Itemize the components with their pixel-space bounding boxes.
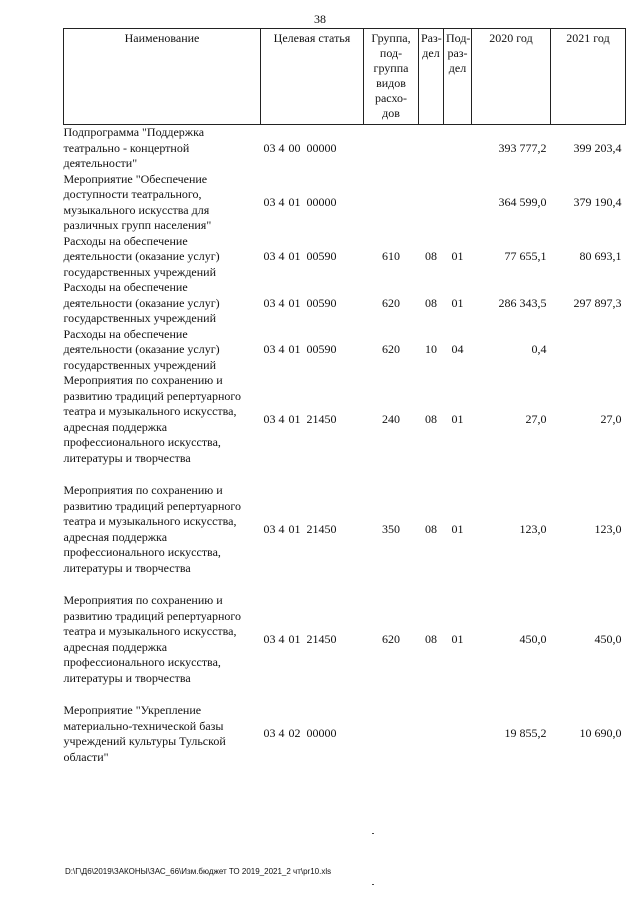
file-path-footer: D:\Г\Д6\2019\ЗАКОНЫ\ЗАС_66\Изм.бюджет ТО 2019_2021_2 чт\pr10.xls: [65, 867, 332, 876]
row-2020: 27,0: [525, 411, 547, 426]
row-subsection: 01: [451, 249, 464, 263]
row-subsection: 01: [451, 295, 464, 310]
row-2020: 123,0: [519, 521, 547, 536]
target-article-part: 4: [278, 411, 285, 426]
row-group: [364, 703, 419, 765]
target-article-part: 00000: [306, 194, 337, 209]
header-subsection: Под- раз- дел: [444, 29, 472, 125]
row-name: Мероприятие "Обеспечение доступности театрального, музыкального искусства для различных групп населения": [63, 171, 212, 232]
target-article-part: 03: [263, 521, 276, 536]
row-name: Подпрограмма "Поддержка театрально - концертной деятельности": [63, 125, 205, 170]
target-article-part: 03: [263, 140, 276, 155]
row-2020: 393 777,2: [498, 140, 547, 155]
row-subsection: 01: [451, 521, 464, 536]
row-name: Мероприятия по сохранению и развитию традиций репертуарного театра и музыкального искусства, адресная поддержка профессионального искусства, литературы и творчества: [63, 373, 242, 465]
row-name: Мероприятия по сохранению и развитию традиций репертуарного театра и музыкального искусства, адресная поддержка профессионального искусства, литературы и творчества: [63, 483, 242, 575]
row-group: [364, 125, 419, 172]
row-group: [364, 172, 419, 234]
row-2020: 450,0: [519, 631, 547, 646]
row-target-article: [261, 373, 364, 483]
table-header-row: [64, 29, 626, 125]
target-article-part: 03: [263, 295, 276, 310]
row-target-article: [261, 234, 364, 281]
row-subsection: [444, 172, 472, 234]
row-target-article: [261, 327, 364, 374]
row-subsection: 01: [451, 631, 464, 646]
table-row: [64, 703, 626, 765]
table-row: [64, 483, 626, 593]
target-article-part: 03: [263, 631, 276, 646]
row-2021: 450,0: [594, 631, 622, 646]
target-article-part: 01: [288, 521, 301, 536]
row-group: 620: [382, 342, 400, 356]
row-target-article: [261, 483, 364, 593]
target-article-part: 01: [288, 194, 301, 209]
target-article-part: 4: [278, 194, 285, 209]
table-row: [64, 373, 626, 483]
row-2020: 364 599,0: [498, 194, 547, 209]
row-name: Расходы на обеспечение деятельности (оказание услуг) государственных учреждений: [63, 233, 220, 279]
scan-speck: [372, 884, 374, 885]
row-group: 350: [382, 521, 400, 536]
header-section: Раз- дел: [419, 29, 444, 125]
target-article-part: 21450: [306, 521, 337, 536]
row-2021: 399 203,4: [573, 140, 622, 155]
row-2021: 123,0: [594, 521, 622, 536]
row-group: 620: [382, 631, 400, 646]
row-group: 240: [382, 411, 400, 426]
row-2021: 297 897,3: [573, 295, 622, 310]
row-group: 610: [382, 249, 400, 263]
row-name: Расходы на обеспечение деятельности (оказание услуг) государственных учреждений: [63, 326, 220, 372]
row-section: [419, 703, 444, 765]
target-article-part: 00000: [306, 726, 337, 741]
target-article-part: 01: [288, 249, 301, 263]
row-2021: [551, 327, 626, 374]
target-article-part: 00590: [306, 342, 337, 356]
header-name: Наименование: [64, 29, 261, 125]
header-2020: 2020 год: [472, 29, 551, 125]
target-article-part: 4: [278, 140, 285, 155]
table-row: [64, 593, 626, 703]
scan-speck: [372, 833, 374, 834]
table-row: [64, 327, 626, 374]
row-target-article: [261, 280, 364, 327]
row-name: Расходы на обеспечение деятельности (оказание услуг) государственных учреждений: [63, 280, 220, 325]
table-row: [64, 234, 626, 281]
row-name: Мероприятие "Укрепление материально-технической базы учреждений культуры Тульской области": [63, 703, 226, 764]
row-subsection: [444, 703, 472, 765]
target-article-part: 4: [278, 726, 285, 741]
table-row: [64, 280, 626, 327]
target-article-part: 4: [278, 295, 285, 310]
row-name: Мероприятия по сохранению и развитию традиций репертуарного театра и музыкального искусства, адресная поддержка профессионального искусства, литературы и творчества: [63, 593, 242, 685]
target-article-part: 01: [288, 631, 301, 646]
row-2021: 27,0: [600, 411, 622, 426]
row-target-article: [261, 125, 364, 172]
row-2020: 19 855,2: [504, 726, 547, 741]
row-subsection: 04: [451, 342, 464, 356]
row-section: 08: [425, 295, 437, 310]
row-subsection: 01: [451, 411, 464, 426]
row-section: 10: [425, 342, 437, 356]
target-article-part: 01: [288, 295, 301, 310]
row-2020: 77 655,1: [504, 249, 547, 263]
target-article-part: 03: [263, 249, 276, 263]
row-2020: 286 343,5: [498, 295, 547, 310]
target-article-part: 4: [278, 249, 285, 263]
target-article-part: 00590: [306, 249, 337, 263]
target-article-part: 00: [288, 140, 301, 155]
header-target: Целевая статья: [261, 29, 364, 125]
row-section: 08: [425, 249, 437, 263]
row-section: 08: [425, 521, 437, 536]
target-article-part: 4: [278, 521, 285, 536]
target-article-part: 01: [288, 342, 301, 356]
row-group: 620: [382, 295, 400, 310]
row-2020: 0,4: [531, 342, 547, 356]
target-article-part: 4: [278, 631, 285, 646]
target-article-part: 00000: [306, 140, 337, 155]
budget-table: [63, 28, 626, 765]
row-target-article: [261, 172, 364, 234]
table-row: [64, 172, 626, 234]
target-article-part: 01: [288, 411, 301, 426]
table-body: [64, 125, 626, 766]
target-article-part: 03: [263, 726, 276, 741]
target-article-part: 21450: [306, 411, 337, 426]
target-article-part: 03: [263, 194, 276, 209]
row-2021: 80 693,1: [579, 249, 622, 263]
target-article-part: 00590: [306, 295, 337, 310]
row-section: 08: [425, 411, 437, 426]
page-number: 38: [314, 12, 326, 26]
target-article-part: 03: [263, 342, 276, 356]
row-target-article: [261, 593, 364, 703]
row-subsection: [444, 125, 472, 172]
row-target-article: [261, 703, 364, 765]
row-section: 08: [425, 631, 437, 646]
target-article-part: 03: [263, 411, 276, 426]
row-section: [419, 172, 444, 234]
header-group: Группа, под- группа видов расхо- дов: [364, 29, 419, 125]
row-2021: 10 690,0: [579, 726, 622, 741]
table-row: [64, 125, 626, 172]
header-2021: 2021 год: [551, 29, 626, 125]
target-article-part: 21450: [306, 631, 337, 646]
row-2021: 379 190,4: [573, 194, 622, 209]
row-section: [419, 125, 444, 172]
target-article-part: 4: [278, 342, 285, 356]
target-article-part: 02: [288, 726, 301, 741]
